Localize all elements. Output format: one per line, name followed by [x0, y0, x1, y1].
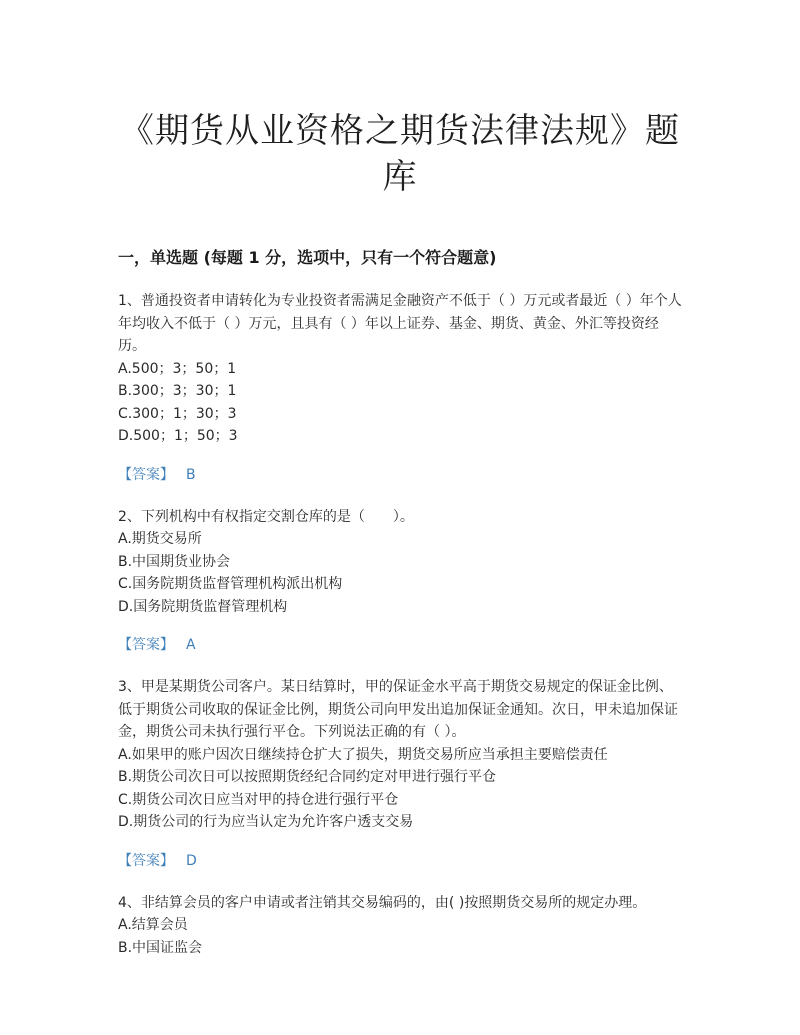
- option-b: B.300；3；30；1: [118, 383, 237, 399]
- option-b: B.中国证监会: [118, 939, 203, 956]
- question-stem: 1、普通投资者申请转化为专业投资者需满足金融资产不低于（ ）万元或者最近（ ）年个人年均收入不低于（ ）万元，且具有（ ）年以上证券、基金、期货、黄金、外汇等投资经历。: [118, 293, 682, 354]
- question-4: [118, 892, 682, 960]
- option-c: C.300；1；30；3: [118, 405, 237, 422]
- option-c: C.国务院期货监督管理机构派出机构: [118, 576, 343, 592]
- option-d: D.500；1；50；3: [118, 428, 238, 444]
- answer-2: [118, 634, 682, 656]
- question-1: [118, 290, 682, 448]
- answer-value: B: [186, 466, 196, 483]
- option-b: B.期货公司次日可以按照期货经纪合同约定对甲进行强行平仓: [118, 769, 497, 785]
- title-line-1: 《期货从业资格之期货法律法规》题: [120, 111, 680, 151]
- option-b: B.中国期货业协会: [118, 553, 231, 570]
- answer-value: D: [186, 852, 197, 869]
- question-stem: 4、非结算会员的客户申请或者注销其交易编码的，由( )按照期货交易所的规定办理。: [118, 894, 647, 911]
- option-a: A.如果甲的账户因次日继续持仓扩大了损失，期货交易所应当承担主要赔偿责任: [118, 746, 608, 763]
- option-d: D.国务院期货监督管理机构: [118, 598, 288, 615]
- answer-value: A: [186, 637, 196, 653]
- answer-label: 【答案】: [118, 466, 174, 483]
- option-c: C.期货公司次日应当对甲的持仓进行强行平仓: [118, 791, 399, 808]
- option-a: A.期货交易所: [118, 531, 202, 547]
- answer-label: 【答案】: [118, 852, 174, 869]
- option-a: A.结算会员: [118, 917, 188, 933]
- answer-label: 【答案】: [118, 637, 174, 653]
- title-line-2: 库: [382, 157, 418, 197]
- section-heading: 一，单选题 (每题 1 分，选项中，只有一个符合题意): [118, 248, 497, 267]
- answer-1: [118, 464, 682, 486]
- question-stem: 3、甲是某期货公司客户。某日结算时，甲的保证金水平高于期货交易规定的保证金比例、低于期货公司收取的保证金比例，期货公司向甲发出追加保证金通知。次日，甲未追加保证金，期货公司未执行强行平仓。下列说法正确的有（ ）。: [118, 679, 678, 740]
- document-title: [118, 0, 682, 200]
- question-stem: 2、下列机构中有权指定交割仓库的是（ ）。: [118, 508, 414, 525]
- question-3: [118, 676, 682, 834]
- question-2: [118, 506, 682, 619]
- option-a: A.500；3；50；1: [118, 360, 237, 377]
- answer-3: [118, 850, 682, 872]
- option-d: D.期货公司的行为应当认定为允许客户透支交易: [118, 814, 414, 830]
